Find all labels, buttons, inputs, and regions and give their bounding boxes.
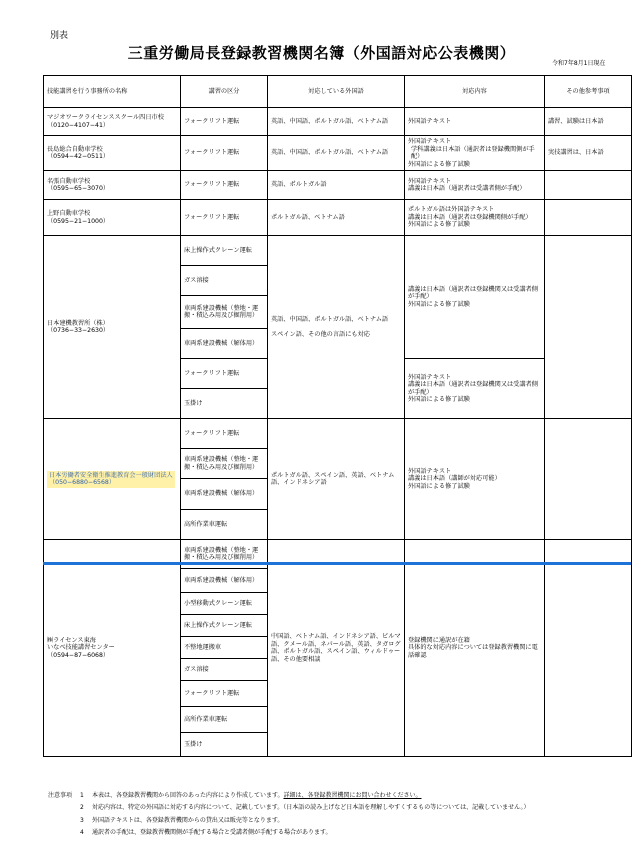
org-cell xyxy=(44,108,181,136)
course-cell: フォークリフト運転 xyxy=(181,419,268,449)
org-phone: （050−6880−6568） xyxy=(49,479,116,486)
org-name: 日本建機教習所（株） xyxy=(47,319,109,327)
content-line: 外国語による修了試験 xyxy=(408,160,470,168)
other-cell xyxy=(545,236,632,419)
content-line: 講義は日本語（通訳者は登録機関側が手配） xyxy=(408,213,532,221)
course-cell: 床上操作式クレーン運転 xyxy=(181,615,268,637)
course-cell: 車両系建設機械（整地・運搬・積込み用及び掘削用） xyxy=(181,296,268,329)
content-line: 講義は日本語（講師が対応可能） xyxy=(408,475,501,483)
org-cell xyxy=(44,200,181,236)
course-cell: 車両系建設機械（整地・運搬・積込み用及び掘削用） xyxy=(181,540,268,569)
note-number: 3 xyxy=(80,816,84,824)
content-cell xyxy=(405,236,545,359)
course-cell: 車両系建設機械（解体用） xyxy=(181,329,268,359)
org-cell xyxy=(44,236,181,419)
content-line: 具体的な対応内容については登録教習機関に電話確認 xyxy=(408,644,538,659)
org-phone: （0594−42−0511） xyxy=(47,153,110,160)
content-line: 外国語による修了試験 xyxy=(408,221,470,229)
col-header: 対応している外国語 xyxy=(268,76,405,108)
note-item xyxy=(48,827,530,839)
notes-section xyxy=(48,790,530,839)
org-phone: （0120−4107−41） xyxy=(47,121,110,129)
course-cell: 車両系建設機械（整地・運搬・積込み用及び掘削用） xyxy=(181,449,268,479)
org-name: マジオワークライセンススクール四日市校 xyxy=(47,114,164,121)
languages-line: スペイン語、その他の言語にも対応 xyxy=(271,331,370,338)
course-cell: 小型移動式クレーン運転 xyxy=(181,593,268,615)
org-cell xyxy=(44,419,181,540)
content-line: 講義は日本語（通訳者は登録機関又は受講者側が手配） xyxy=(408,381,538,396)
content-line: 講義は日本語（通訳者は受講者側が手配） xyxy=(408,185,526,192)
languages-cell: 中国語、ベトナム語、インドネシア語、ビルマ語、クメール語、ネパール語、英語、タガログ語、ポルトガル語、スペイン語、ウィルドゥー語、その他要相談 xyxy=(268,540,405,757)
note-text: 本表は、各登録教習機関から回答のあった内容により作成しています。 xyxy=(92,792,284,799)
note-number: 1 xyxy=(80,792,84,799)
table-row xyxy=(44,108,632,136)
page-title: 三重労働局長登録教習機関名簿（外国語対応公表機関） xyxy=(127,44,516,62)
content-cell xyxy=(405,171,545,200)
table-row xyxy=(44,419,632,449)
content-line: 講義は日本語（通訳者は登録機関又は受講者側が手配） xyxy=(408,285,538,301)
table-row xyxy=(44,236,632,266)
org-cell xyxy=(44,540,181,757)
course-cell: 不整地運搬車 xyxy=(181,637,268,659)
org-cell xyxy=(44,171,181,200)
col-header: 技能講習を行う事務所の名称 xyxy=(44,76,181,108)
course-cell: 玉掛け xyxy=(181,389,268,419)
note-item xyxy=(48,790,530,802)
org-name-2: いなべ技能講習センター xyxy=(47,644,115,652)
course-cell: フォークリフト運転 xyxy=(181,200,268,236)
other-cell xyxy=(545,171,632,200)
content-line: 外国語による修了試験 xyxy=(408,300,470,308)
registry-table xyxy=(43,75,632,757)
course-cell: 玉掛け xyxy=(181,733,268,757)
blue-divider-line xyxy=(43,562,631,565)
content-line: 学科講義は日本語（通訳者は登録機関側が手配） xyxy=(411,145,535,160)
content-line: 外国語による修了試験 xyxy=(408,396,470,403)
table-row xyxy=(44,136,632,171)
languages-cell: 英語、ポルトガル語 xyxy=(268,171,405,200)
course-cell: フォークリフト運転 xyxy=(181,681,268,707)
org-name: ㈱ライセンス東海 xyxy=(47,636,96,644)
content-cell xyxy=(405,136,545,171)
col-header: 講習の区分 xyxy=(181,76,268,108)
note-item xyxy=(48,815,530,827)
table-header-row xyxy=(44,76,632,108)
course-cell: 床上操作式クレーン運転 xyxy=(181,236,268,266)
content-cell xyxy=(405,200,545,236)
course-cell: 車両系建設機械（解体用） xyxy=(181,479,268,510)
date-stamp: 令和7年8月1日現在 xyxy=(552,60,606,67)
note-number: 4 xyxy=(80,828,84,836)
other-cell xyxy=(545,200,632,236)
note-text: 対応内容は、特定の外国語に対応する内容について、記載しています。（日本語の読み上げなど日本語を理解しやすくするもの等については、記載していません。） xyxy=(92,804,530,812)
other-cell xyxy=(545,540,632,757)
content-line: 外国語テキスト xyxy=(408,177,452,185)
note-number: 2 xyxy=(80,804,84,812)
content-cell xyxy=(405,359,545,419)
note-item xyxy=(48,802,530,814)
note-text: 通訳者の手配は、登録教習機関側が手配する場合と受講者側が手配する場合があります。 xyxy=(92,828,332,836)
course-cell: フォークリフト運転 xyxy=(181,136,268,171)
course-cell: フォークリフト運転 xyxy=(181,171,268,200)
course-cell: 車両系建設機械（解体用） xyxy=(181,569,268,593)
other-cell: 講習、試験は日本語 xyxy=(545,108,632,136)
highlighted-org xyxy=(47,471,175,488)
content-line: 外国語テキスト xyxy=(408,373,452,381)
content-line: 外国語テキスト xyxy=(408,138,452,145)
languages-cell: ポルトガル語、ベトナム語 xyxy=(268,200,405,236)
languages-cell: 英語、中国語、ポルトガル語、ベトナム語 xyxy=(268,108,405,136)
course-cell: 高所作業車運転 xyxy=(181,510,268,540)
doc-label: 別表 xyxy=(50,31,69,41)
org-phone: （0736−33−2630） xyxy=(47,327,110,334)
org-phone: （0595−65−3070） xyxy=(47,185,110,192)
note-text: 外国語テキストは、各登録教習機関からの貸出又は販売等となります。 xyxy=(92,816,284,824)
col-header: 対応内容 xyxy=(405,76,545,108)
other-cell: 実技講習は、日本語 xyxy=(545,136,632,171)
languages-cell: ポルトガル語、スペイン語、英語、ベトナム語、インドネシア語 xyxy=(268,419,405,540)
content-cell xyxy=(405,540,545,757)
org-cell xyxy=(44,136,181,171)
languages-cell xyxy=(268,236,405,419)
course-cell: ガス溶接 xyxy=(181,659,268,681)
content-line: 登録機関に通訳が在籍 xyxy=(408,636,470,644)
course-cell: フォークリフト運転 xyxy=(181,359,268,389)
note-underlined-text: 詳細は、各登録教習機関にお問い合わせください。 xyxy=(283,792,422,799)
content-line: 外国語テキスト xyxy=(408,467,452,475)
org-phone: （0594−87−6068） xyxy=(47,651,110,659)
col-header: その他参考事項 xyxy=(545,76,632,108)
languages-line: 英語、中国語、ポルトガル語、ベトナム語 xyxy=(271,315,389,323)
content-cell: 外国語テキスト xyxy=(405,108,545,136)
content-line: ポルトガル語は外国語テキスト xyxy=(408,206,495,214)
org-name: 日本労働者安全衛生推進教育会一般財団法人 xyxy=(49,471,173,479)
content-line: 外国語による修了試験 xyxy=(408,482,470,490)
other-cell xyxy=(545,419,632,540)
course-cell: フォークリフト運転 xyxy=(181,108,268,136)
course-cell: 高所作業車運転 xyxy=(181,707,268,733)
org-name: 長島総合自動車学校 xyxy=(47,145,103,153)
languages-cell: 英語、中国語、ポルトガル語、ベトナム語 xyxy=(268,136,405,171)
notes-heading: 注意事項 xyxy=(48,792,73,799)
table-row xyxy=(44,171,632,200)
table-row xyxy=(44,200,632,236)
content-cell xyxy=(405,419,545,540)
org-name: 名張自動車学校 xyxy=(47,177,91,185)
org-name: 上野自動車学校 xyxy=(47,210,91,217)
course-cell: ガス溶接 xyxy=(181,266,268,296)
org-phone: （0595−21−1000） xyxy=(47,217,110,225)
